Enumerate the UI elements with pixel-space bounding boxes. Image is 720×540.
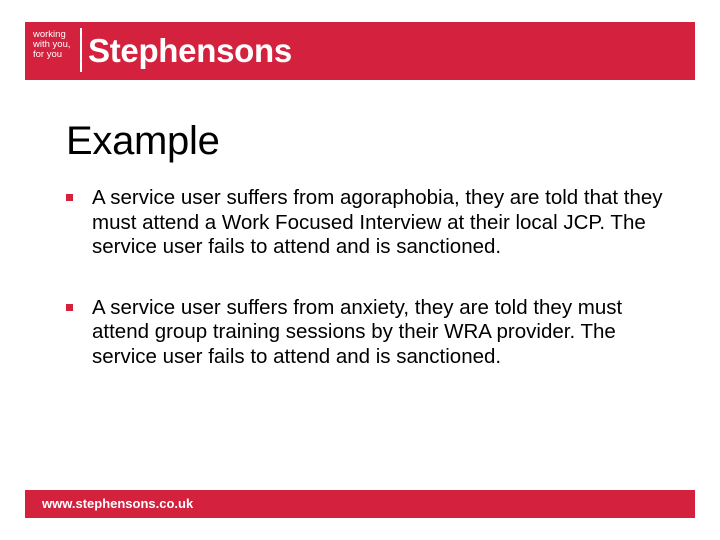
logo-divider [80,28,82,72]
bullet-text: A service user suffers from agoraphobia, they are told that they must attend a Work Focused Interview at their local JCP. The service user fails to attend and is sanctioned. [92,186,663,258]
slide-title: Example [66,119,220,163]
brand-tagline [33,30,81,60]
brand-logo-text: Stephensons [88,32,292,69]
bullet-list [66,186,666,405]
bullet-item [66,186,666,260]
bullet-item [66,296,666,370]
footer-url: www.stephensons.co.uk [42,496,194,511]
footer-banner [25,490,695,518]
bullet-text: A service user suffers from anxiety, they are told they must attend group training sessions by their WRA provider. The service user fails to attend and is sanctioned. [92,295,623,368]
tagline-line: for you [33,49,63,60]
header-banner [25,22,695,80]
tagline-line: with you, [33,39,71,50]
tagline-line: working [33,29,66,40]
square-bullet-icon [66,304,73,311]
square-bullet-icon [66,194,73,201]
